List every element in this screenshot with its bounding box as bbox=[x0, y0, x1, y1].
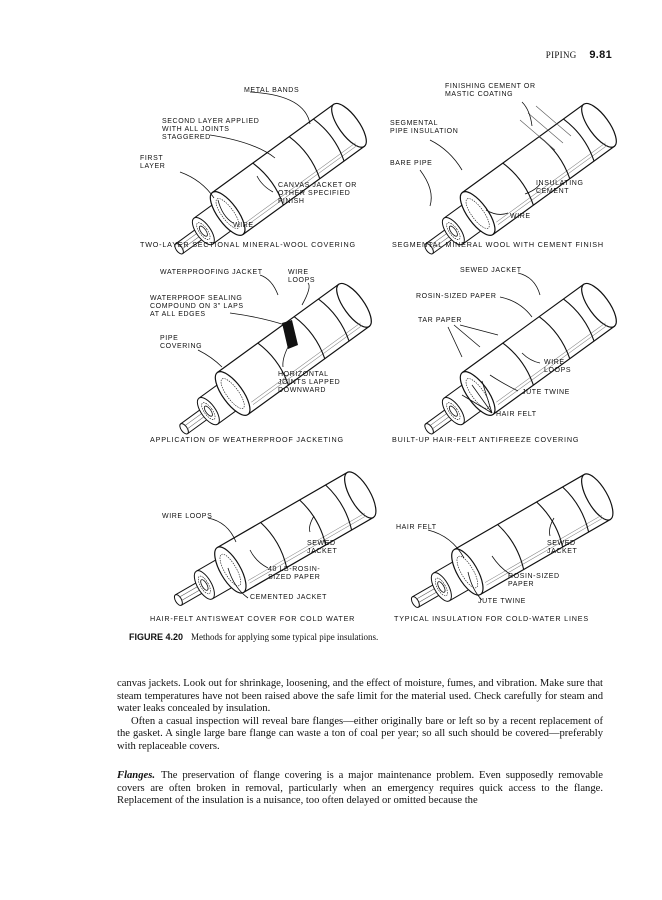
label-hair-felt: HAIR FELT bbox=[496, 411, 537, 418]
panel-two-layer-mineral-wool bbox=[140, 80, 370, 255]
label-wire-loops: WIRE LOOPS bbox=[162, 513, 213, 520]
label-hair-felt: HAIR FELT bbox=[396, 524, 437, 531]
label-insulating-cement: INSULATING CEMENT bbox=[536, 180, 584, 195]
paragraph: canvas jackets. Look out for shrinkage, loosening, and the effect of moisture, fumes, and vibration. Make sure that steam temperatures have not been raised above the safe limit for the material used. Check carefully for steam and water leaks concealed by insulation. bbox=[117, 678, 603, 715]
label-bare-pipe: BARE PIPE bbox=[390, 160, 433, 167]
figure-caption-text: Methods for applying some typical pipe insulations. bbox=[191, 632, 379, 642]
label-rosin-paper: 40 LB-ROSIN- SIZED PAPER bbox=[268, 566, 321, 581]
running-header bbox=[546, 49, 612, 61]
label-sewed-jacket: SEWED JACKET bbox=[547, 540, 578, 555]
caption-cold-water: TYPICAL INSULATION FOR COLD-WATER LINES bbox=[394, 614, 589, 623]
label-wire: WIRE bbox=[233, 222, 254, 229]
panel-cold-water-lines bbox=[392, 470, 612, 610]
label-tar-paper: TAR PAPER bbox=[418, 317, 463, 324]
label-wire: WIRE bbox=[510, 213, 531, 220]
label-cemented-jacket: CEMENTED JACKET bbox=[250, 594, 328, 601]
panel-segmental-mineral-wool bbox=[390, 80, 610, 255]
label-sewed-jacket: SEWED JACKET bbox=[307, 540, 338, 555]
label-jute-twine: JUTE TWINE bbox=[478, 598, 526, 605]
paragraph: Often a casual inspection will reveal bare flanges—either originally bare or left so by a recent replacement of the gasket. A single large bare flange can waste a ton of coal per year; so all such should be covered—preferably with replaceable covers. bbox=[117, 715, 603, 752]
caption-antifreeze: BUILT-UP HAIR-FELT ANTIFREEZE COVERING bbox=[392, 435, 580, 444]
pipe-illustration bbox=[390, 265, 610, 435]
pipe-illustration bbox=[392, 470, 612, 610]
panel-hair-felt-antifreeze bbox=[390, 265, 610, 435]
paragraph: The preservation of flange covering is a major maintenance problem. Even supposedly removable covers are often broken in removal, particularly when an emergency requires quick access to the flange. Replacement of the insulation is a nuisance, too often delayed or omitted because the bbox=[117, 770, 603, 807]
caption-two-layer: TWO-LAYER SECTIONAL MINERAL-WOOL COVERING bbox=[140, 240, 356, 249]
caption-weatherproof: APPLICATION OF WEATHERPROOF JACKETING bbox=[150, 435, 344, 444]
label-first-layer: FIRST LAYER bbox=[140, 155, 166, 170]
label-wire-loops: WIRE LOOPS bbox=[544, 359, 572, 374]
label-segmental-insulation: SEGMENTAL PIPE INSULATION bbox=[390, 120, 459, 135]
label-second-layer: SECOND LAYER APPLIED WITH ALL JOINTS STAGGERED bbox=[162, 118, 260, 141]
page-number: 9.81 bbox=[589, 49, 612, 61]
label-horizontal-joints: HORIZONTAL JOINTS LAPPED DOWNWARD bbox=[278, 371, 341, 394]
label-rosin-paper: ROSIN-SIZED PAPER bbox=[416, 293, 497, 300]
flanges-section bbox=[117, 770, 603, 808]
section-heading: Flanges. bbox=[117, 770, 155, 781]
section-title: PIPING bbox=[545, 50, 577, 60]
label-wire-loops: WIRE LOOPS bbox=[288, 269, 316, 284]
figure-caption bbox=[129, 632, 378, 642]
body-text bbox=[117, 678, 603, 754]
figure-number: FIGURE 4.20 bbox=[129, 632, 184, 642]
label-sewed-jacket: SEWED JACKET bbox=[460, 267, 522, 274]
label-jute-twine: JUTE TWINE bbox=[522, 389, 570, 396]
label-sealing-compound: WATERPROOF SEALING COMPOUND ON 3" LAPS AT ALL EDGES bbox=[150, 295, 244, 318]
label-pipe-covering: PIPE COVERING bbox=[160, 335, 203, 350]
label-waterproofing-jacket: WATERPROOFING JACKET bbox=[160, 269, 263, 276]
label-metal-bands: METAL BANDS bbox=[244, 87, 300, 94]
label-rosin-paper: ROSIN-SIZED PAPER bbox=[508, 573, 560, 588]
label-canvas-jacket: CANVAS JACKET OR OTHER SPECIFIED FINISH bbox=[278, 182, 357, 205]
label-finishing-cement: FINISHING CEMENT OR MASTIC COATING bbox=[445, 83, 536, 98]
caption-segmental: SEGMENTAL MINERAL WOOL WITH CEMENT FINISH bbox=[392, 240, 604, 249]
caption-antisweat: HAIR-FELT ANTISWEAT COVER FOR COLD WATER bbox=[150, 614, 356, 623]
pipe-illustration bbox=[140, 80, 370, 255]
panel-weatherproof-jacketing bbox=[150, 265, 370, 435]
panel-antisweat-cover bbox=[150, 470, 370, 610]
